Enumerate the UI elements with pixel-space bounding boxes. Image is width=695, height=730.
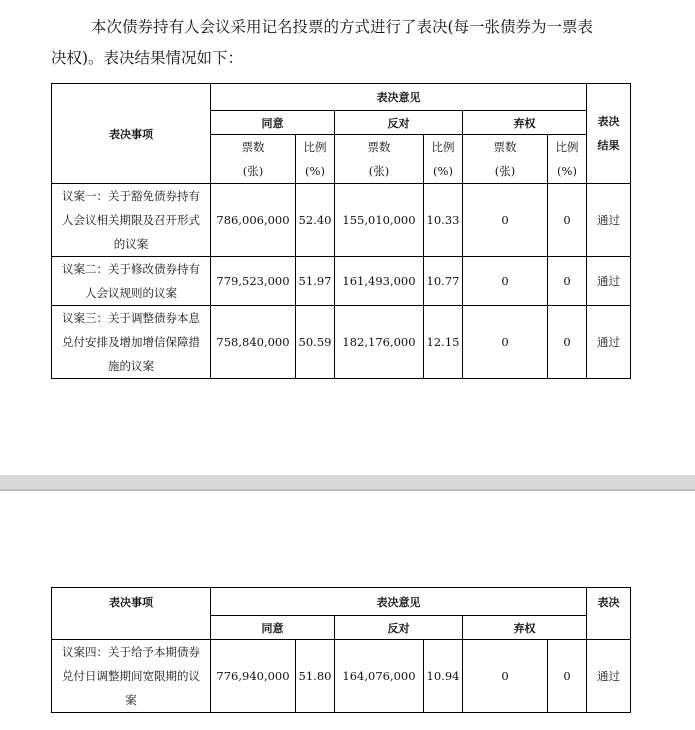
header-item: 表决事项 [52,84,211,184]
abstain-ratio: 0 [548,257,587,306]
header-opinion: 表决意见 [211,588,587,616]
intro-paragraph [51,12,636,74]
header-oppose-votes: 票数 (张) [335,135,424,184]
page-break [0,475,695,491]
header-agree: 同意 [211,616,335,640]
abstain-votes: 0 [463,184,548,257]
agree-votes: 779,523,000 [211,257,296,306]
abstain-ratio: 0 [548,640,587,713]
agree-votes: 758,840,000 [211,306,296,379]
agree-ratio: 51.80 [296,640,335,713]
abstain-votes: 0 [463,257,548,306]
table-row [52,640,631,713]
result: 通过 [587,257,631,306]
vote-results-table-continued [51,587,631,713]
oppose-ratio: 12.15 [424,306,463,379]
intro-line-1: 本次债券持有人会议采用记名投票的方式进行了表决(每一张债券为一票表 [91,18,594,36]
oppose-votes: 155,010,000 [335,184,424,257]
header-opinion: 表决意见 [211,84,587,111]
result: 通过 [587,306,631,379]
table-row [52,184,631,257]
oppose-votes: 182,176,000 [335,306,424,379]
abstain-votes: 0 [463,640,548,713]
header-agree-ratio: 比例 (%) [296,135,335,184]
header-result: 表决 [587,588,631,640]
abstain-ratio: 0 [548,184,587,257]
header-oppose-ratio: 比例 (%) [424,135,463,184]
table-row [52,257,631,306]
oppose-ratio: 10.94 [424,640,463,713]
header-abstain: 弃权 [463,111,587,135]
motion-2: 议案二：关于修改债券持有 人会议规则的议案 [52,257,211,306]
agree-votes: 786,006,000 [211,184,296,257]
result: 通过 [587,184,631,257]
motion-3: 议案三：关于调整债券本息 兑付安排及增加增信保障措 施的议案 [52,306,211,379]
table-row [52,306,631,379]
agree-ratio: 52.40 [296,184,335,257]
header-agree: 同意 [211,111,335,135]
agree-ratio: 51.97 [296,257,335,306]
header-result: 表决 结果 [587,84,631,184]
header-abstain: 弃权 [463,616,587,640]
oppose-votes: 161,493,000 [335,257,424,306]
oppose-ratio: 10.77 [424,257,463,306]
abstain-ratio: 0 [548,306,587,379]
agree-ratio: 50.59 [296,306,335,379]
result: 通过 [587,640,631,713]
header-abstain-votes: 票数 (张) [463,135,548,184]
agree-votes: 776,940,000 [211,640,296,713]
abstain-votes: 0 [463,306,548,379]
header-agree-votes: 票数 (张) [211,135,296,184]
vote-results-table [51,83,631,379]
header-abstain-ratio: 比例 (%) [548,135,587,184]
oppose-votes: 164,076,000 [335,640,424,713]
motion-4: 议案四：关于给予本期债券 兑付日调整期间宽限期的议 案 [52,640,211,713]
motion-1: 议案一：关于豁免债券持有 人会议相关期限及召开形式 的议案 [52,184,211,257]
header-item: 表决事项 [52,588,211,640]
oppose-ratio: 10.33 [424,184,463,257]
intro-line-2: 决权)。表决结果情况如下： [51,49,244,67]
header-oppose: 反对 [335,111,463,135]
header-oppose: 反对 [335,616,463,640]
